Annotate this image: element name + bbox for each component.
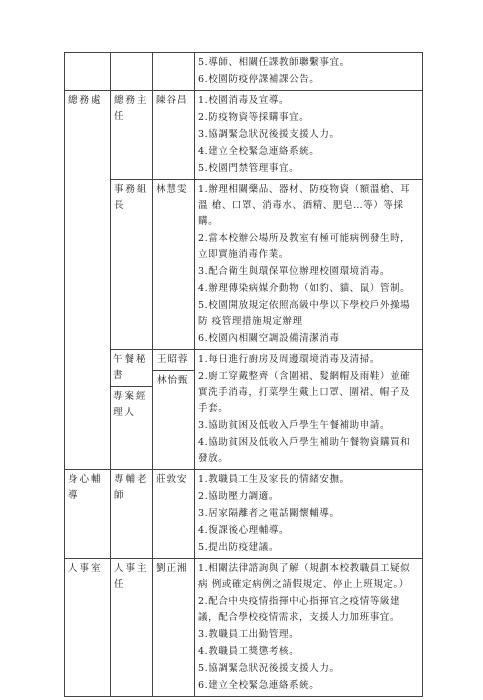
- person-cell: 林慧雯: [153, 180, 195, 350]
- table-row: [65, 470, 423, 559]
- office-cell: 總務處: [65, 91, 111, 470]
- duty-item: 3.協調緊急狀況後援支援人力。: [198, 129, 340, 140]
- duties-cell: [195, 350, 423, 470]
- duty-item: 3.居家隔離者之電話關懷輔導。: [198, 508, 340, 519]
- role-cell: [111, 350, 153, 470]
- response-team-table: [64, 52, 423, 697]
- role-cell: 人事主任: [111, 559, 153, 697]
- role-cell: [111, 53, 153, 91]
- office-cell: 人事室: [65, 559, 111, 697]
- office-cell: 身心輔導: [65, 470, 111, 559]
- office-cell: [65, 53, 111, 91]
- duty-item: 5.協調緊急狀況後援支援人力。: [198, 663, 340, 674]
- role-cell: 事務組長: [111, 180, 153, 350]
- duty-item: 2.防疫物資等採購事宜。: [198, 112, 310, 123]
- duty-item: 4.建立全校緊急連絡系統。: [198, 146, 320, 157]
- duty-item: 2.配合中央疫情指揮中心指揮官之疫情等級建議，配合學校疫情需求，支援人力加班事宜。: [198, 596, 401, 623]
- duty-item: 5.校園門禁管理事宜。: [198, 163, 300, 174]
- duty-item: 6.校園防疫停課補課公告。: [198, 74, 320, 85]
- duty-item: 3.教職員工出勤管理。: [198, 629, 300, 640]
- duties-cell: [195, 53, 423, 91]
- duties-cell: [195, 91, 423, 180]
- duty-item: 1.相關法律諮詢與了解（規劃本校教職員工疑似病 例或確定病例之請假規定、停止上班規定。）: [198, 563, 411, 590]
- duty-item: 5.提出防疫建議。: [198, 542, 279, 553]
- duty-item: 3.協助貧困及低收入戶學生午餐補助申請。: [198, 420, 391, 431]
- duty-item: 1.教職員工生及家長的情緒安撫。: [198, 474, 350, 485]
- person-cell: [153, 350, 195, 470]
- role-project-manager: 專案經理人: [113, 391, 148, 418]
- duties-cell: [195, 180, 423, 350]
- duty-item: 5.導師、相關任課教師聯繫事宜。: [198, 57, 350, 68]
- duty-item: 5.校園開放規定依照高級中學以下學校戶外操場防 疫管理措施規定辦理: [198, 300, 411, 327]
- duty-item: 6.建立全校緊急連絡系統。: [198, 680, 320, 691]
- duty-item: 4.協助貧困及低收入戶學生補助午餐物資購買和發放。: [198, 437, 411, 464]
- person-cell: 陳谷昌: [153, 91, 195, 180]
- table-row: [65, 53, 423, 91]
- person-cell: 莊敦安: [153, 470, 195, 559]
- person-project-manager: 林怡甄: [157, 375, 189, 386]
- duty-item: 2.廚工穿戴整齊（含圍裙、髮網帽及雨鞋）並確實洗手消毒，打菜學生戴上口罩、圍裙、帽子及手套。: [198, 371, 411, 414]
- role-lunch-secretary: 午餐秘書: [111, 350, 152, 387]
- duty-item: 4.辦理傳染病媒介動物（如豹、貓、鼠）管制。: [198, 283, 411, 294]
- role-cell: 專輔老師: [111, 470, 153, 559]
- duty-item: 4.教職員工獎懲考核。: [198, 646, 300, 657]
- duties-cell: [195, 470, 423, 559]
- table-row: [65, 91, 423, 180]
- duties-cell: [195, 559, 423, 697]
- table-row: [65, 559, 423, 697]
- role-cell: 總務主任: [111, 91, 153, 180]
- duty-item: 6.校園內相關空調設備清潔消毒: [198, 333, 340, 344]
- duty-item: 2.當本校辦公場所及教室有極可能病例發生時，立即實施消毒作業。: [198, 233, 411, 260]
- person-lunch-secretary: 王昭蓉: [153, 350, 194, 371]
- duty-item: 3.配合衛生與環保單位辦理校園環境消毒。: [198, 266, 391, 277]
- duty-item: 2.協助壓力調適。: [198, 491, 279, 502]
- duty-item: 1.每日進行廚房及周邊環境消毒及清掃。: [198, 354, 380, 365]
- duty-item: 1.辦理相關藥品、器材、防疫物資（額溫槍、耳溫 槍、口罩、消毒水、酒精、肥皂…等）等採購。: [198, 184, 411, 227]
- person-cell: [153, 53, 195, 91]
- person-cell: 劉正湘: [153, 559, 195, 697]
- table-row: [65, 350, 423, 470]
- duty-item: 1.校園消毒及宣導。: [198, 95, 290, 106]
- duty-item: 4.復課後心理輔導。: [198, 525, 290, 536]
- table-row: [65, 180, 423, 350]
